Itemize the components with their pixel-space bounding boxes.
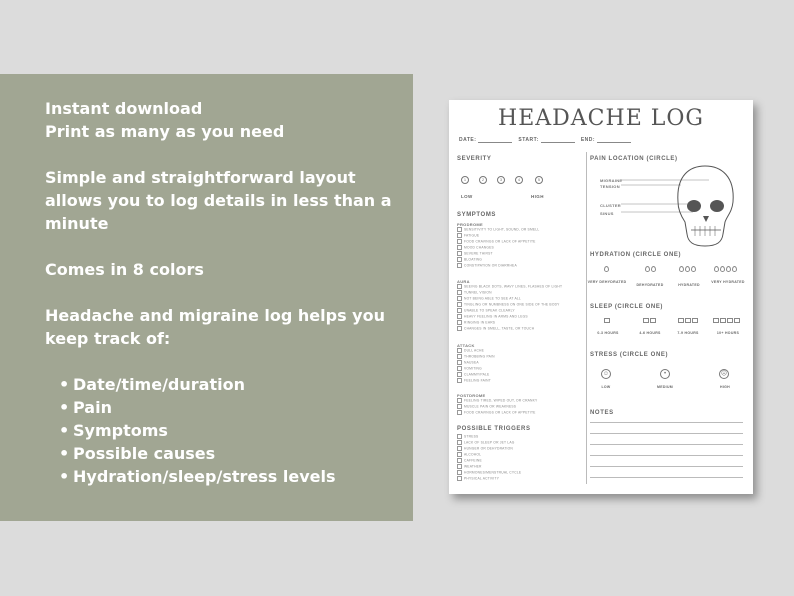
drop-icon <box>732 266 737 272</box>
symptom-item: NAUSEA <box>457 360 479 365</box>
bed-icon <box>643 318 649 323</box>
attack-heading: ATTACK <box>457 343 475 348</box>
symptom-item: FOOD CRAVINGS OR LACK OF APPETITE <box>457 410 536 415</box>
cluster-label: CLUSTER <box>600 203 621 208</box>
symptom-item: FEELING FAINT <box>457 378 491 383</box>
severity-high: HIGH <box>531 194 544 199</box>
symptom-item: FOOD CRAVINGS OR LACK OF APPETITE <box>457 239 536 244</box>
trigger-item: ALCOHOL <box>457 452 481 457</box>
severity-2: 2 <box>479 176 487 184</box>
feature-line: Headache and migraine log helps you <box>45 306 385 325</box>
feature-panel <box>0 74 413 521</box>
pain-location-heading: PAIN LOCATION (CIRCLE) <box>590 156 678 162</box>
happy-face-icon: ☺ <box>602 371 610 377</box>
trigger-item: STRESS <box>457 434 478 439</box>
bed-icon <box>650 318 656 323</box>
feature-line: Simple and straightforward layout <box>45 168 356 187</box>
symptom-item: FATIGUE <box>457 233 479 238</box>
symptom-item: RINGING IN EARS <box>457 320 495 325</box>
severity-4: 4 <box>515 176 523 184</box>
notes-line <box>590 444 743 445</box>
symptom-item: SENSITIVITY TO LIGHT, SOUND, OR SMELL <box>457 227 539 232</box>
triggers-heading: POSSIBLE TRIGGERS <box>457 426 531 432</box>
feature-line: Instant download <box>45 99 203 118</box>
symptom-item: TUNNEL VISION <box>457 290 492 295</box>
sleep-label: 7-9 HOURS <box>677 331 699 335</box>
symptom-item: VOMITING <box>457 366 482 371</box>
symptom-item: THROBBING PAIN <box>457 354 495 359</box>
notes-heading: NOTES <box>590 410 614 416</box>
feature-line: allows you to log details in less than a <box>45 191 392 210</box>
hydration-label: DEHYDRATED <box>636 283 664 287</box>
end-label: END: <box>581 137 631 143</box>
stress-heading: STRESS (CIRCLE ONE) <box>590 352 669 358</box>
drop-icon <box>726 266 731 272</box>
hydration-label: HYDRATED <box>678 283 700 287</box>
drop-icon <box>679 266 684 272</box>
trigger-item: HUNGER OR DEHYDRATION <box>457 446 513 451</box>
symptom-item: MOOD CHANGES <box>457 245 494 250</box>
postdrome-heading: POSTDROME <box>457 393 486 398</box>
symptom-item: SEEING BLACK DOTS, WAVY LINES, FLASHES OF LIGHT <box>457 284 562 289</box>
hydration-label: VERY DEHYDRATED <box>587 280 627 284</box>
trigger-item: HORMONES/MENSTRUAL CYCLE <box>457 470 521 475</box>
severity-low: LOW <box>461 194 473 199</box>
feature-line: Print as many as you need <box>45 122 285 141</box>
drop-icon <box>685 266 690 272</box>
skull-icon <box>621 164 749 250</box>
feature-bullet: • Hydration/sleep/stress levels <box>73 465 393 488</box>
stress-label: HIGH <box>720 385 730 389</box>
trigger-item: WEATHER <box>457 464 482 469</box>
sleep-label: 10+ HOURS <box>716 331 740 335</box>
hydration-label: VERY HYDRATED <box>711 280 745 284</box>
notes-line <box>590 433 743 434</box>
bed-icon <box>678 318 684 323</box>
sad-face-icon: ☹ <box>720 371 728 377</box>
feature-line: Comes in 8 colors <box>45 260 204 279</box>
drop-icon <box>691 266 696 272</box>
sinus-label: SINUS <box>600 211 614 216</box>
feature-bullet: • Symptoms <box>73 419 393 442</box>
drop-icon <box>714 266 719 272</box>
stress-label: LOW <box>601 385 611 389</box>
bed-icon <box>685 318 691 323</box>
tension-label: TENSION <box>600 184 620 189</box>
feature-line: minute <box>45 214 109 233</box>
symptom-item: FEELING TIRED, WIPED OUT, OR CRANKY <box>457 398 537 403</box>
hydration-heading: HYDRATION (CIRCLE ONE) <box>590 252 682 258</box>
column-divider <box>586 152 587 484</box>
feature-list <box>45 373 393 488</box>
symptom-item: NOT BEING ABLE TO SEE AT ALL <box>457 296 521 301</box>
feature-line: keep track of: <box>45 329 171 348</box>
start-label: START: <box>518 137 574 143</box>
symptom-item: TINGLING OR NUMBNESS ON ONE SIDE OF THE BODY <box>457 302 560 307</box>
trigger-item: LACK OF SLEEP OR JET LAG <box>457 440 515 445</box>
symptom-item: DULL ACHE <box>457 348 484 353</box>
aura-heading: AURA <box>457 279 470 284</box>
bed-icon <box>692 318 698 323</box>
notes-line <box>590 422 743 423</box>
headache-log-sheet <box>449 100 753 494</box>
feature-bullet: • Date/time/duration <box>73 373 393 396</box>
symptom-item: SEVERE THIRST <box>457 251 493 256</box>
sleep-label: 4-6 HOURS <box>639 331 661 335</box>
trigger-item: PHYSICAL ACTIVITY <box>457 476 499 481</box>
migraine-label: MIGRAINE <box>600 178 623 183</box>
symptoms-heading: SYMPTOMS <box>457 212 497 218</box>
symptom-item: CONSTIPATION OR DIARRHEA <box>457 263 517 268</box>
symptom-item: HEAVY FEELING IN ARMS AND LEGS <box>457 314 528 319</box>
prodrome-heading: PRODROME <box>457 222 483 227</box>
symptom-item: CLAMMY/PALE <box>457 372 489 377</box>
date-label: DATE: <box>459 137 512 143</box>
stress-label: MEDIUM <box>657 385 673 389</box>
notes-line <box>590 466 743 467</box>
symptom-item: CHANGES IN SMELL, TASTE, OR TOUCH <box>457 326 534 331</box>
symptom-item: UNABLE TO SPEAK CLEARLY <box>457 308 515 313</box>
notes-line <box>590 477 743 478</box>
sheet-title: HEADACHE LOG <box>498 106 704 131</box>
sleep-label: 0-3 HOURS <box>597 331 619 335</box>
sleep-heading: SLEEP (CIRCLE ONE) <box>590 304 664 310</box>
neutral-face-icon: • <box>660 369 670 379</box>
bed-icon <box>734 318 740 323</box>
bed-icon <box>720 318 726 323</box>
symptom-item: BLOATING <box>457 257 482 262</box>
feature-bullet: • Possible causes <box>73 442 393 465</box>
drop-icon <box>645 266 650 272</box>
severity-heading: SEVERITY <box>457 156 492 162</box>
bed-icon <box>604 318 610 323</box>
trigger-item: CAFFEINE <box>457 458 482 463</box>
bed-icon <box>713 318 719 323</box>
severity-1: 1 <box>461 176 469 184</box>
severity-5: 5 <box>535 176 543 184</box>
notes-line <box>590 455 743 456</box>
symptom-item: MUSCLE PAIN OR WEAKNESS <box>457 404 516 409</box>
drop-icon <box>720 266 725 272</box>
drop-icon <box>651 266 656 272</box>
feature-bullet: • Pain <box>73 396 393 419</box>
bed-icon <box>727 318 733 323</box>
severity-3: 3 <box>497 176 505 184</box>
date-bar <box>459 137 744 143</box>
drop-icon <box>604 266 609 272</box>
